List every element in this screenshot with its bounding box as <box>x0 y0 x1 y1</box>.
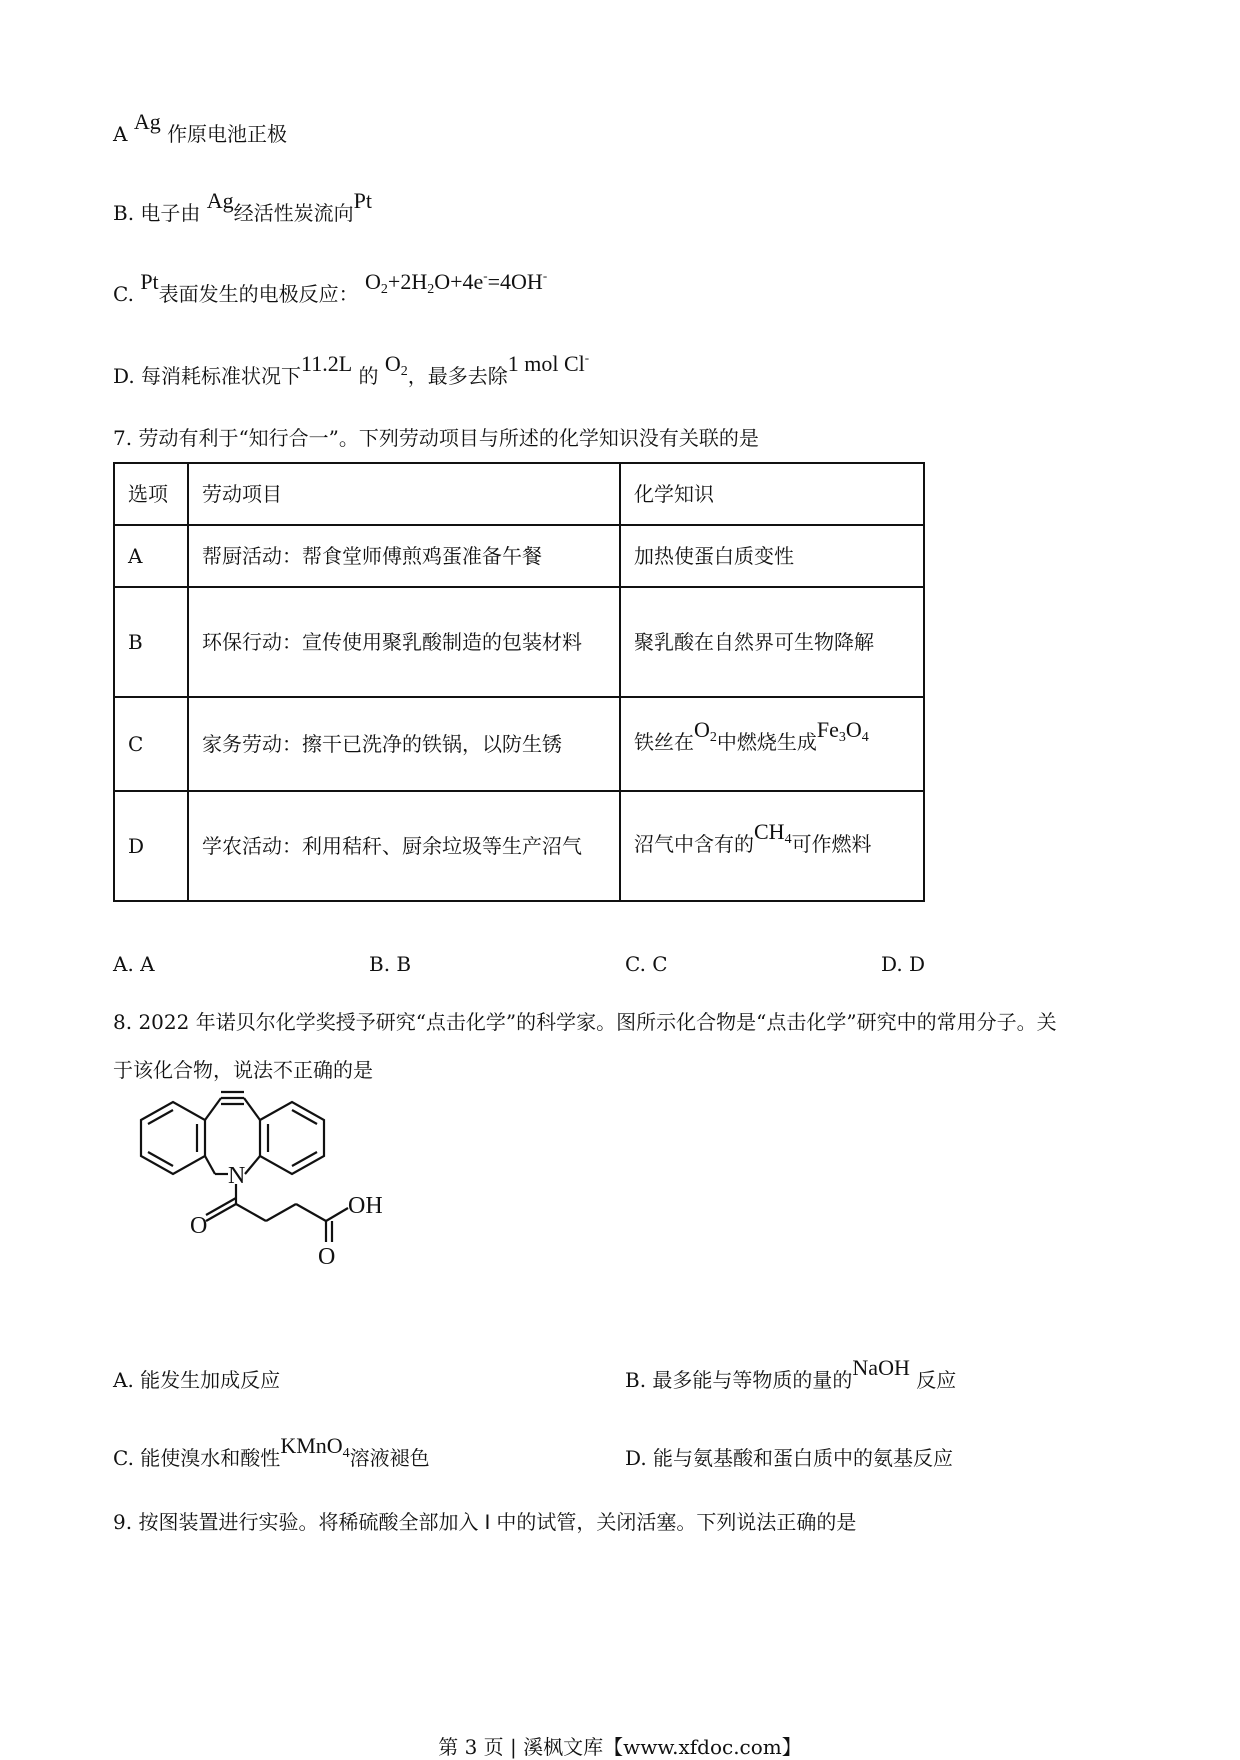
table-row: C 家务劳动：擦干已洗净的铁锅，以防生锈 铁丝在O2中燃烧生成Fe3O4 <box>114 697 924 791</box>
q8-option-c: C. 能使溴水和酸性KMnO4溶液褪色 <box>113 1433 430 1470</box>
table-header-row: 选项 劳动项目 化学知识 <box>114 463 924 525</box>
table-row: B 环保行动：宣传使用聚乳酸制造的包装材料 聚乳酸在自然界可生物降解 <box>114 587 924 697</box>
q6-option-c: C. Pt表面发生的电极反应： O2+2H2O+4e-=4OH- <box>113 268 548 306</box>
q7-option-d: D. D <box>881 952 926 976</box>
formula-kmno4: KMnO4 <box>280 1433 350 1461</box>
labor-table <box>113 462 925 902</box>
atom-n: N <box>228 1163 246 1189</box>
q7-option-a: A. A <box>113 952 155 976</box>
molecule-structure <box>108 1090 428 1310</box>
q6-option-b: B. 电子由 Ag经活性炭流向Pt <box>113 188 373 225</box>
atom-o-ketone: O <box>190 1213 208 1239</box>
formula-fe3o4: Fe3O4 <box>816 717 869 745</box>
q8-stem-line1: 8. 2022 年诺贝尔化学奖授予研究“点击化学”的科学家。图所示化合物是“点击化学”研究中的常用分子。关 <box>113 1010 1057 1034</box>
table-row: A 帮厨活动：帮食堂师傅煎鸡蛋准备午餐 加热使蛋白质变性 <box>114 525 924 587</box>
q6-option-d: D. 每消耗标准状况下11.2L 的 O2，最多去除1 mol Cl- <box>113 350 590 388</box>
atom-o-acid: O <box>318 1244 336 1270</box>
formula-o2: O2 <box>694 717 717 745</box>
formula-cl: 1 mol Cl- <box>507 350 590 376</box>
formula-ag: Ag <box>206 188 234 213</box>
left-benzene-ring <box>141 1102 205 1174</box>
q8-stem-line2: 于该化合物，说法不正确的是 <box>113 1058 373 1082</box>
q7-stem: 7. 劳动有利于“知行合一”。下列劳动项目与所述的化学知识没有关联的是 <box>113 426 759 450</box>
electrode-equation: O2+2H2O+4e-=4OH- <box>365 268 548 297</box>
page-footer: 第 3 页 | 溪枫文库【www.xfdoc.com】 <box>438 1735 802 1759</box>
q7-option-b: B. B <box>369 952 412 976</box>
formula-volume: 11.2L <box>301 351 353 376</box>
formula-o2: O2 <box>384 351 408 379</box>
right-benzene-ring <box>260 1102 324 1174</box>
formula-ch4: CH4 <box>754 819 792 847</box>
q6-option-a: A Ag 作原电池正极 <box>113 109 288 146</box>
atom-oh: OH <box>348 1193 383 1219</box>
q7-option-c: C. C <box>625 952 668 976</box>
table-row: D 学农活动：利用秸秆、厨余垃圾等生产沼气 沼气中含有的CH4可作燃料 <box>114 791 924 901</box>
formula-pt: Pt <box>353 188 373 213</box>
formula-ag: Ag <box>133 109 161 134</box>
formula-pt: Pt <box>140 269 159 294</box>
formula-naoh: NaOH <box>852 1355 910 1380</box>
q8-option-a: A. 能发生加成反应 <box>113 1368 281 1392</box>
q8-option-b: B. 最多能与等物质的量的NaOH 反应 <box>625 1355 957 1392</box>
q9-stem: 9. 按图装置进行实验。将稀硫酸全部加入 Ⅰ 中的试管，关闭活塞。下列说法正确的是 <box>113 1510 857 1534</box>
q8-option-d: D. 能与氨基酸和蛋白质中的氨基反应 <box>625 1446 954 1470</box>
